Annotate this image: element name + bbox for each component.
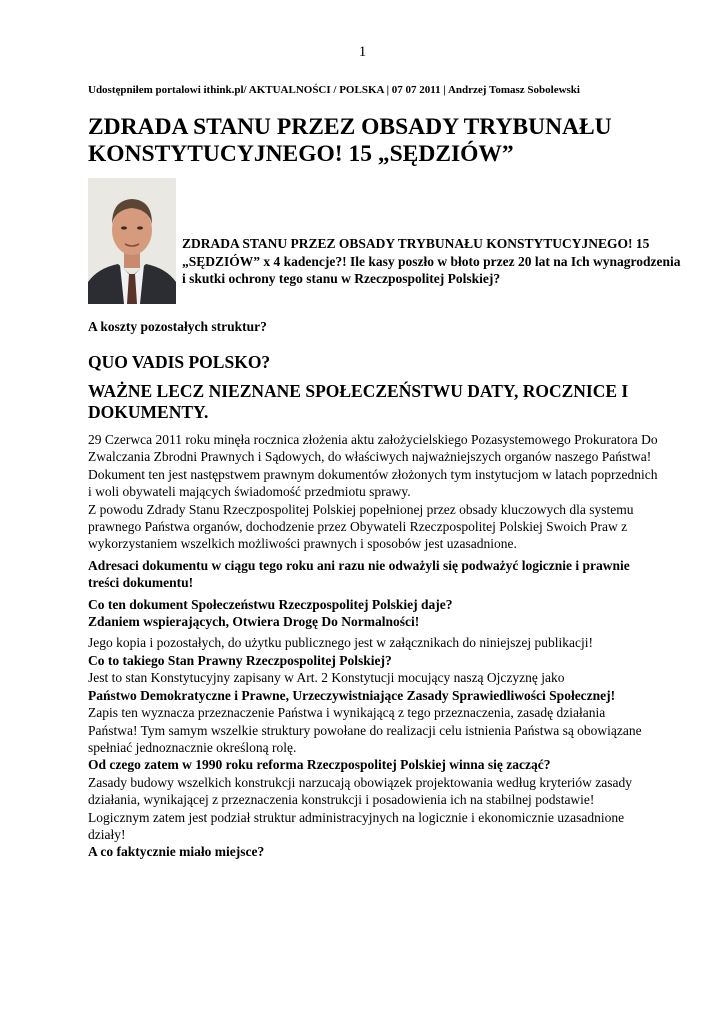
body-bold-paragraph: Adresaci dokumentu w ciągu tego roku ani razu nie odważyli się podważyć logicznie i prawnie treści dokumentu! <box>88 557 630 591</box>
body-paragraph: Z powodu Zdrady Stanu Rzeczpospolitej Polskiej popełnionej przez obsady kluczowych dla systemu prawnego Państwa organów, dochodzenie przez Obywateli Rzeczpospolitej Polskiej Swoich Praw z wykorzystaniem wszelkich możliwości prawnych i sposobów jest uzasadnione. <box>88 501 634 552</box>
body-bold-paragraph: Zdaniem wspierających, Otwiera Drogę Do Normalności! <box>88 614 420 630</box>
body-bold-paragraph: Państwo Demokratyczne i Prawne, Urzeczywistniające Zasady Sprawiedliwości Społecznej! <box>88 687 616 703</box>
lead-paragraph: ZDRADA STANU PRZEZ OBSADY TRYBUNAŁU KONSTYTUCYJNEGO! 15 „SĘDZIÓW” x 4 kadencje?! Ile kasy poszło w błoto przez 20 lat na Ich wynagrodzenia i skutki ochrony tego stanu w Rzeczpospolitej Polskiej? <box>182 236 681 287</box>
body-bold-question: Od czego zatem w 1990 roku reforma Rzeczpospolitej Polskiej winna się zacząć? <box>88 757 551 773</box>
body-paragraph: Zapis ten wyznacza przeznaczenie Państwa i wynikającą z tego przeznaczenia, zasadę działania Państwa! Tym samym wszelkie struktury powołane do realizacji celu istnienia Państwa są obowiązane spełniać jednoznacznie określoną rolę. <box>88 705 642 755</box>
article-body <box>88 431 658 861</box>
body-bold-question: Co to takiego Stan Prawny Rzeczpospolitej Polskiej? <box>88 652 392 668</box>
body-paragraph: Logicznym zatem jest podział struktur administracyjnych na logicznie i ekonomicznie uzasadnione działy! <box>88 809 625 842</box>
article-title: ZDRADA STANU PRZEZ OBSADY TRYBUNAŁU KONSTYTUCYJNEGO! 15 „SĘDZIÓW” <box>88 114 612 167</box>
body-bold-question: Co ten dokument Społeczeństwu Rzeczpospolitej Polskiej daje? <box>88 596 453 612</box>
portrait-image <box>88 178 176 304</box>
body-paragraph: Jest to stan Konstytucyjny zapisany w Art. 2 Konstytucji mocujący naszą Ojczyznę jako <box>88 670 565 686</box>
byline: Udostępniłem portalowi ithink.pl/ AKTUALNOŚCI / POLSKA | 07 07 2011 | Andrzej Tomasz Sobolewski <box>88 84 580 96</box>
author-photo <box>88 178 176 304</box>
page-number: 1 <box>358 44 367 60</box>
body-paragraph: Zasady budowy wszelkich konstrukcji narzucają obowiązek projektowania według kryteriów zasady działania, wynikającej z przeznaczenia konstrukcji i posadowienia ich na stabilnej podstawie! <box>88 774 632 808</box>
heading-quo-vadis: QUO VADIS POLSKO? <box>88 352 271 372</box>
body-paragraph: Jego kopia i pozostałych, do użytku publicznego jest w załącznikach do niniejszej publikacji! <box>88 635 593 651</box>
heading-dates: WAŻNE LECZ NIEZNANE SPOŁECZEŃSTWU DATY, ROCZNICE I DOKUMENTY. <box>88 381 629 422</box>
costs-question: A koszty pozostałych struktur? <box>88 319 267 334</box>
body-bold-question: A co faktycznie miało miejsce? <box>88 844 265 860</box>
body-paragraph: 29 Czerwca 2011 roku minęła rocznica złożenia aktu założycielskiego Pozasystemowego Prokuratora Do Zwalczania Zbrodni Prawnych i Sądowych, do właściwych najważniejszych organów naszego Państwa! Dokument ten jest następstwem prawnym dokumentów złożonych tym instytucjom w latach poprzednich i woli obywateli mających świadomość przedmiotu sprawy. <box>88 432 658 500</box>
